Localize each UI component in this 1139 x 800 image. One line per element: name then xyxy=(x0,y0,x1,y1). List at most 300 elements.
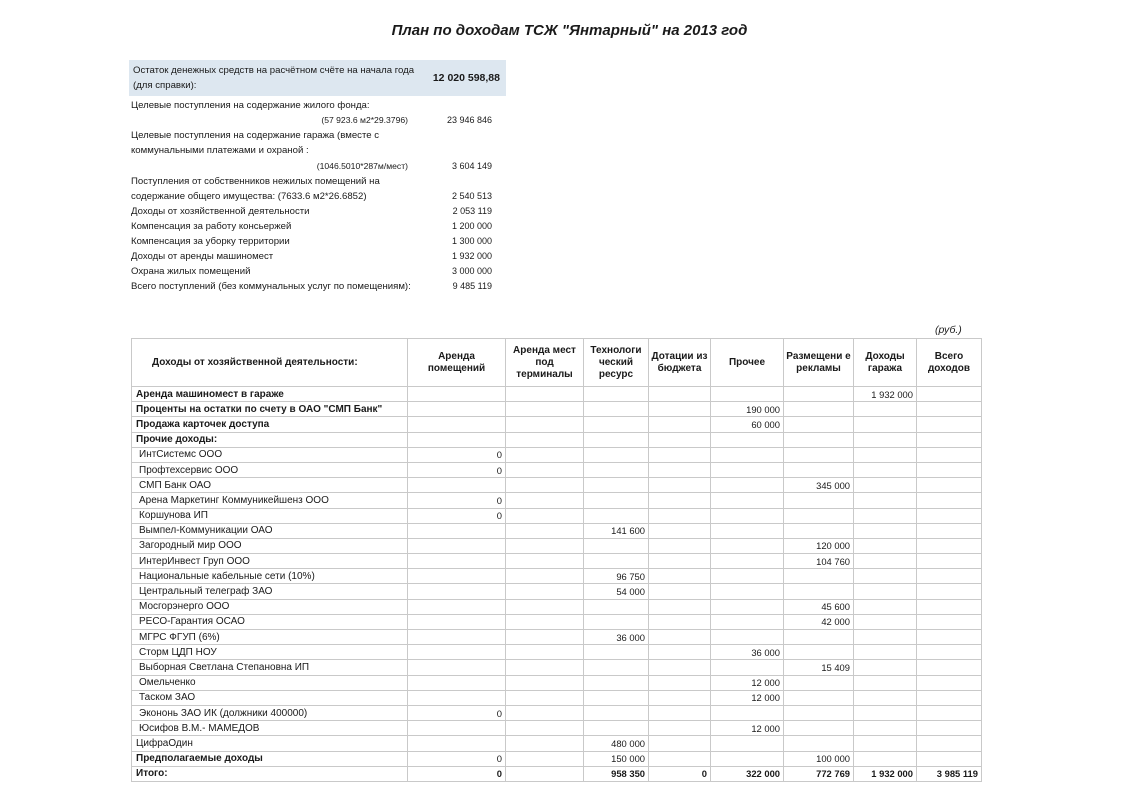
row-label: Мосгорэнерго ООО xyxy=(132,599,408,614)
table-cell xyxy=(917,736,982,751)
summary-row xyxy=(131,219,506,234)
table-cell xyxy=(408,432,506,447)
table-cell xyxy=(506,538,584,553)
summary-formula: (1046.5010*287м/мест) xyxy=(316,160,408,171)
table-cell xyxy=(854,478,917,493)
header-total-income: Всего доходов xyxy=(917,339,982,387)
row-label: СМП Банк ОАО xyxy=(132,478,408,493)
table-cell xyxy=(917,630,982,645)
table-cell xyxy=(711,751,784,766)
table-cell xyxy=(854,554,917,569)
table-cell xyxy=(649,736,711,751)
table-row xyxy=(132,447,982,462)
table-cell xyxy=(506,417,584,432)
table-cell xyxy=(784,462,854,477)
summary-value: 2 053 119 xyxy=(452,205,492,216)
table-cell xyxy=(408,599,506,614)
table-cell xyxy=(649,417,711,432)
table-cell xyxy=(917,387,982,402)
table-cell xyxy=(854,721,917,736)
table-cell xyxy=(506,402,584,417)
summary-row xyxy=(131,98,506,128)
table-cell xyxy=(408,478,506,493)
table-cell: 54 000 xyxy=(584,584,649,599)
table-cell xyxy=(784,508,854,523)
table-cell xyxy=(649,478,711,493)
table-cell xyxy=(506,478,584,493)
table-cell xyxy=(649,523,711,538)
table-cell xyxy=(649,599,711,614)
summary-row xyxy=(131,174,506,204)
table-cell xyxy=(711,599,784,614)
table-row xyxy=(132,569,982,584)
table-cell xyxy=(854,614,917,629)
table-cell xyxy=(584,675,649,690)
table-row xyxy=(132,554,982,569)
table-cell xyxy=(784,432,854,447)
table-cell xyxy=(584,614,649,629)
table-cell: 104 760 xyxy=(784,554,854,569)
table-cell xyxy=(584,538,649,553)
table-cell xyxy=(711,478,784,493)
table-cell xyxy=(649,705,711,720)
summary-label xyxy=(131,128,416,173)
table-cell xyxy=(854,584,917,599)
table-cell xyxy=(854,538,917,553)
table-cell xyxy=(711,538,784,553)
table-cell xyxy=(584,417,649,432)
table-cell xyxy=(784,705,854,720)
table-cell xyxy=(408,523,506,538)
table-row xyxy=(132,705,982,720)
table-cell xyxy=(784,523,854,538)
table-cell xyxy=(854,447,917,462)
summary-row xyxy=(129,60,506,96)
table-cell xyxy=(854,751,917,766)
table-cell xyxy=(711,705,784,720)
table-cell xyxy=(584,462,649,477)
table-cell xyxy=(917,751,982,766)
table-cell: 0 xyxy=(408,751,506,766)
table-cell xyxy=(917,538,982,553)
row-label: Таском ЗАО xyxy=(132,690,408,705)
page-title: План по доходам ТСЖ "Янтарный" на 2013 год xyxy=(391,22,748,39)
summary-value: 3 000 000 xyxy=(451,266,492,277)
table-cell xyxy=(854,660,917,675)
summary-row xyxy=(131,204,506,219)
summary-label-text: Всего поступлений (без коммунальных услуг по помещениям): xyxy=(131,281,411,293)
table-cell xyxy=(649,462,711,477)
row-label: Экононь ЗАО ИК (должники 400000) xyxy=(132,705,408,720)
table-row xyxy=(132,432,982,447)
table-cell xyxy=(784,569,854,584)
table-cell xyxy=(649,645,711,660)
table-cell xyxy=(917,462,982,477)
table-cell: 141 600 xyxy=(584,523,649,538)
table-cell xyxy=(711,508,784,523)
table-cell xyxy=(408,584,506,599)
summary-label xyxy=(131,98,416,128)
summary-value: 3 604 149 xyxy=(451,160,492,171)
table-cell xyxy=(506,508,584,523)
table-cell xyxy=(408,630,506,645)
table-cell xyxy=(506,493,584,508)
summary-value: 1 300 000 xyxy=(451,236,492,247)
row-label: Арена Маркетинг Коммуникейшенз ООО xyxy=(132,493,408,508)
table-cell xyxy=(584,493,649,508)
table-row xyxy=(132,417,982,432)
table-cell xyxy=(584,447,649,462)
table-cell xyxy=(506,736,584,751)
summary-label-text: Доходы от хозяйственной деятельности xyxy=(131,205,310,217)
table-cell: 480 000 xyxy=(584,736,649,751)
summary-row xyxy=(131,128,506,173)
table-cell: 1 932 000 xyxy=(854,766,917,781)
table-cell: 12 000 xyxy=(711,675,784,690)
table-cell xyxy=(854,736,917,751)
table-cell xyxy=(584,705,649,720)
summary-value: 1 200 000 xyxy=(451,220,492,231)
table-cell xyxy=(711,493,784,508)
summary-label-text: Целевые поступления на содержание гаража (вместе с коммунальными платежами и охраной : xyxy=(131,130,380,157)
table-cell: 190 000 xyxy=(711,402,784,417)
table-cell: 60 000 xyxy=(711,417,784,432)
table-cell xyxy=(917,447,982,462)
summary-label xyxy=(131,279,416,294)
table-cell xyxy=(854,675,917,690)
summary-label-text: Поступления от собственников нежилых помещений на содержание общего имущества: (7633.6 м2*26.6852) xyxy=(131,175,380,202)
table-cell: 345 000 xyxy=(784,478,854,493)
table-cell xyxy=(649,569,711,584)
summary-value: 12 020 598,88 xyxy=(432,71,500,84)
summary-label-text: Доходы от аренды машиномест xyxy=(131,251,274,263)
table-cell xyxy=(711,630,784,645)
table-header-row xyxy=(132,339,982,387)
table-cell xyxy=(408,690,506,705)
row-label: Предполагаемые доходы xyxy=(132,751,408,766)
table-cell xyxy=(506,690,584,705)
summary-row xyxy=(131,264,506,279)
row-label: Выборная Светлана Степановна ИП xyxy=(132,660,408,675)
table-cell xyxy=(917,523,982,538)
table-cell xyxy=(584,554,649,569)
table-cell xyxy=(649,508,711,523)
table-cell xyxy=(408,387,506,402)
table-cell xyxy=(506,584,584,599)
row-label: Сторм ЦДП НОУ xyxy=(132,645,408,660)
table-cell xyxy=(917,569,982,584)
table-cell xyxy=(917,599,982,614)
table-cell xyxy=(408,645,506,660)
summary-label-text: Компенсация за работу консьержей xyxy=(131,220,292,232)
table-row xyxy=(132,645,982,660)
table-cell xyxy=(917,614,982,629)
table-cell xyxy=(649,538,711,553)
table-cell: 100 000 xyxy=(784,751,854,766)
table-cell xyxy=(784,584,854,599)
table-row xyxy=(132,584,982,599)
table-cell xyxy=(506,432,584,447)
table-cell xyxy=(649,660,711,675)
table-cell xyxy=(649,432,711,447)
table-cell xyxy=(408,614,506,629)
table-row xyxy=(132,462,982,477)
table-cell xyxy=(917,584,982,599)
row-label: Прочие доходы: xyxy=(132,432,408,447)
table-cell xyxy=(784,493,854,508)
table-cell xyxy=(649,614,711,629)
row-label: РЕСО-Гарантия ОСАО xyxy=(132,614,408,629)
table-cell xyxy=(854,690,917,705)
table-cell xyxy=(506,599,584,614)
table-cell: 45 600 xyxy=(784,599,854,614)
table-cell xyxy=(854,645,917,660)
table-cell xyxy=(649,554,711,569)
table-cell xyxy=(408,660,506,675)
table-cell xyxy=(506,569,584,584)
table-cell: 12 000 xyxy=(711,721,784,736)
table-cell xyxy=(711,462,784,477)
summary-label xyxy=(131,204,416,219)
table-cell xyxy=(854,417,917,432)
table-cell xyxy=(854,705,917,720)
table-row xyxy=(132,736,982,751)
row-label: Центральный телеграф ЗАО xyxy=(132,584,408,599)
table-cell: 0 xyxy=(408,508,506,523)
table-cell xyxy=(711,447,784,462)
header-advertising: Размещени е рекламы xyxy=(784,339,854,387)
table-row xyxy=(132,387,982,402)
row-label: Омельченко xyxy=(132,675,408,690)
table-row xyxy=(132,599,982,614)
row-label: Загородный мир ООО xyxy=(132,538,408,553)
row-label: Итого: xyxy=(132,766,408,781)
table-cell xyxy=(711,569,784,584)
table-cell: 120 000 xyxy=(784,538,854,553)
table-row xyxy=(132,538,982,553)
table-cell xyxy=(649,721,711,736)
table-cell xyxy=(649,387,711,402)
table-cell xyxy=(854,599,917,614)
table-cell xyxy=(784,402,854,417)
table-cell xyxy=(506,751,584,766)
summary-row xyxy=(131,234,506,249)
table-cell xyxy=(506,387,584,402)
table-row xyxy=(132,478,982,493)
table-cell xyxy=(784,736,854,751)
header-terminal-rent: Аренда мест под терминалы xyxy=(506,339,584,387)
table-cell xyxy=(711,387,784,402)
table-cell xyxy=(854,630,917,645)
summary-label xyxy=(133,63,418,93)
table-cell xyxy=(854,432,917,447)
table-cell xyxy=(506,675,584,690)
table-cell xyxy=(408,736,506,751)
header-other: Прочее xyxy=(711,339,784,387)
table-cell xyxy=(917,493,982,508)
row-label: Вымпел-Коммуникации ОАО xyxy=(132,523,408,538)
table-cell xyxy=(649,675,711,690)
header-garage-income: Доходы гаража xyxy=(854,339,917,387)
table-cell xyxy=(408,417,506,432)
table-cell: 0 xyxy=(408,493,506,508)
summary-value: 23 946 846 xyxy=(446,115,492,126)
table-cell xyxy=(917,432,982,447)
table-cell xyxy=(711,614,784,629)
summary-value: 9 485 119 xyxy=(452,281,492,292)
table-cell xyxy=(584,387,649,402)
table-cell xyxy=(917,690,982,705)
table-cell xyxy=(649,630,711,645)
table-cell xyxy=(711,554,784,569)
table-cell xyxy=(584,645,649,660)
table-cell xyxy=(649,402,711,417)
table-cell: 12 000 xyxy=(711,690,784,705)
table-cell xyxy=(854,569,917,584)
row-label: Национальные кабельные сети (10%) xyxy=(132,569,408,584)
row-label: Профтехсервис ООО xyxy=(132,462,408,477)
summary-label xyxy=(131,249,416,264)
row-label: ИнтерИнвест Груп ООО xyxy=(132,554,408,569)
table-cell xyxy=(784,387,854,402)
header-premises-rent: Аренда помещений xyxy=(408,339,506,387)
summary-block xyxy=(131,60,506,294)
table-cell xyxy=(854,523,917,538)
row-label: Коршунова ИП xyxy=(132,508,408,523)
summary-value: 2 540 513 xyxy=(451,190,492,201)
table-cell xyxy=(784,447,854,462)
header-tech-resource: Технологи ческий ресурс xyxy=(584,339,649,387)
table-cell: 0 xyxy=(408,705,506,720)
row-label: Проценты на остатки по счету в ОАО "СМП Банк" xyxy=(132,402,408,417)
summary-row xyxy=(131,279,506,294)
table-cell xyxy=(408,538,506,553)
table-cell xyxy=(917,417,982,432)
table-row xyxy=(132,493,982,508)
table-cell xyxy=(506,630,584,645)
table-cell: 15 409 xyxy=(784,660,854,675)
table-cell xyxy=(649,690,711,705)
table-cell xyxy=(854,493,917,508)
table-cell xyxy=(917,675,982,690)
table-cell xyxy=(711,432,784,447)
table-cell: 0 xyxy=(408,766,506,781)
table-cell xyxy=(854,508,917,523)
summary-label xyxy=(131,174,416,204)
table-cell: 42 000 xyxy=(784,614,854,629)
row-label: Продажа карточек доступа xyxy=(132,417,408,432)
table-row xyxy=(132,614,982,629)
table-cell xyxy=(649,584,711,599)
table-cell: 36 000 xyxy=(711,645,784,660)
table-cell xyxy=(584,660,649,675)
table-cell xyxy=(584,402,649,417)
table-cell xyxy=(784,645,854,660)
table-cell xyxy=(784,721,854,736)
table-cell: 3 985 119 xyxy=(917,766,982,781)
summary-label-text: Охрана жилых помещений xyxy=(131,266,251,278)
table-cell xyxy=(506,614,584,629)
table-cell: 96 750 xyxy=(584,569,649,584)
table-row xyxy=(132,721,982,736)
summary-label-text: Остаток денежных средств на расчётном счёте на начала года (для справки): xyxy=(133,65,415,92)
table-cell xyxy=(506,462,584,477)
table-cell xyxy=(408,675,506,690)
table-row xyxy=(132,402,982,417)
summary-label-text: Целевые поступления на содержание жилого фонда: xyxy=(131,100,370,112)
table-cell: 0 xyxy=(408,462,506,477)
table-cell xyxy=(584,478,649,493)
table-cell xyxy=(506,523,584,538)
table-cell xyxy=(408,721,506,736)
summary-label-text: Компенсация за уборку территории xyxy=(131,236,290,248)
table-cell xyxy=(506,766,584,781)
header-subsidies: Дотации из бюджета xyxy=(649,339,711,387)
summary-label xyxy=(131,234,416,249)
summary-row xyxy=(131,249,506,264)
table-cell xyxy=(917,478,982,493)
table-cell xyxy=(917,645,982,660)
row-label: ИнтСистемс ООО xyxy=(132,447,408,462)
table-cell xyxy=(711,660,784,675)
row-label: МГРС ФГУП (6%) xyxy=(132,630,408,645)
table-cell xyxy=(917,660,982,675)
table-cell xyxy=(784,630,854,645)
table-cell xyxy=(917,705,982,720)
table-cell xyxy=(408,402,506,417)
table-cell xyxy=(711,736,784,751)
table-cell xyxy=(854,402,917,417)
table-row xyxy=(132,508,982,523)
table-cell xyxy=(506,660,584,675)
table-cell xyxy=(506,705,584,720)
table-cell xyxy=(649,493,711,508)
table-cell xyxy=(711,584,784,599)
table-cell: 150 000 xyxy=(584,751,649,766)
table-cell xyxy=(917,554,982,569)
row-label: Аренда машиномест в гараже xyxy=(132,387,408,402)
table-cell xyxy=(506,554,584,569)
table-row xyxy=(132,690,982,705)
table-cell xyxy=(917,402,982,417)
table-cell: 0 xyxy=(649,766,711,781)
table-row xyxy=(132,523,982,538)
table-cell xyxy=(506,721,584,736)
table-row xyxy=(132,660,982,675)
summary-label xyxy=(131,264,416,279)
summary-formula: (57 923.6 м2*29.3796) xyxy=(321,115,408,126)
table-cell xyxy=(506,447,584,462)
table-cell: 1 932 000 xyxy=(854,387,917,402)
table-cell xyxy=(917,508,982,523)
table-cell xyxy=(784,675,854,690)
table-cell xyxy=(784,690,854,705)
table-cell: 772 769 xyxy=(784,766,854,781)
table-cell xyxy=(649,447,711,462)
row-label: Юсифов В.М.- МАМЕДОВ xyxy=(132,721,408,736)
table-row xyxy=(132,630,982,645)
summary-value: 1 932 000 xyxy=(451,251,492,262)
table-cell xyxy=(854,462,917,477)
table-cell xyxy=(711,523,784,538)
header-activity: Доходы от хозяйственной деятельности: xyxy=(132,339,408,387)
table-row xyxy=(132,675,982,690)
table-cell: 958 350 xyxy=(584,766,649,781)
table-cell xyxy=(584,690,649,705)
table-cell xyxy=(584,432,649,447)
table-cell xyxy=(917,721,982,736)
table-cell xyxy=(784,417,854,432)
